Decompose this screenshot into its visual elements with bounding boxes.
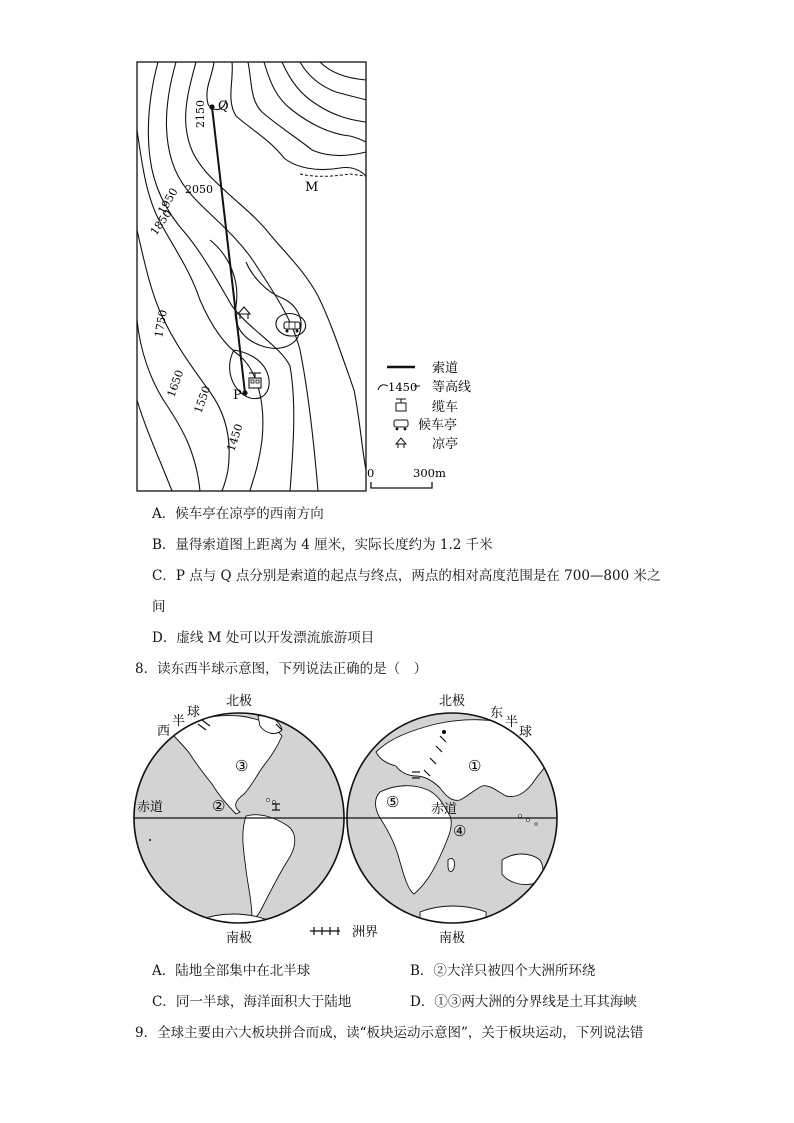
west-equator-label: 赤道 [137, 800, 164, 815]
west-south-pole-label: 南极 [226, 931, 253, 946]
legend-boundary-symbol [310, 927, 340, 935]
q7-option-a: A．候车亭在凉亭的西南方向 [152, 506, 324, 522]
contour-label-1550: 1550 [191, 384, 214, 416]
western-hemisphere [134, 713, 344, 930]
continent-mark-3: ③ [235, 757, 249, 775]
legend-cable-car-icon [396, 399, 406, 411]
scale-length: 300m [413, 466, 446, 480]
q8-option-b: B．②大洋只被四个大洲所环绕 [410, 963, 596, 979]
east-hemisphere-label-1: 东 [490, 706, 504, 721]
question-9: 9．全球主要由六大板块拼合而成，读“板块运动示意图”，关于板块运动，下列说法错 [135, 1025, 644, 1041]
eastern-hemisphere [347, 713, 557, 930]
scale-zero: 0 [367, 466, 375, 480]
map-frame [137, 62, 366, 491]
legend-waiting-pavilion-icon [394, 420, 408, 430]
legend-contour-line [378, 385, 388, 390]
contour-label-2150: 2150 [194, 100, 207, 128]
q8-option-c: C．同一半球，海洋面积大于陆地 [152, 994, 352, 1010]
point-q [209, 104, 214, 109]
legend-waiting-pavilion-label: 候车亭 [418, 418, 458, 433]
antarctica-east [420, 906, 486, 930]
west-hemisphere-label-1: 西 [157, 724, 171, 739]
continent-mark-1: ① [468, 757, 482, 775]
question-8: 8．读东西半球示意图，下列说法正确的是（ ） [135, 661, 428, 677]
ocean-mark-2: ② [212, 797, 226, 815]
legend-contour-value: 1450 [388, 380, 418, 394]
contour-map [0, 0, 794, 500]
legend-cable-car-label: 缆车 [432, 400, 459, 415]
label-p: P [233, 388, 242, 403]
q7-option-c: C．P 点与 Q 点分别是索道的起点与终点，两点的相对高度范围是在 700—800 米之 [152, 568, 661, 584]
east-south-pole-label: 南极 [439, 931, 466, 946]
continent-mark-5: ⑤ [386, 793, 400, 811]
legend-boundary-label: 洲界 [352, 925, 379, 940]
east-hemisphere-label-2: 半 [505, 715, 519, 730]
q7-option-b: B．量得索道图上距离为 4 厘米，实际长度约为 1.2 千米 [152, 537, 493, 553]
east-equator-label: 赤道 [431, 802, 458, 817]
label-q: Q [218, 99, 229, 114]
point-p [242, 390, 247, 395]
legend-pavilion-label: 凉亭 [432, 437, 459, 452]
contour-label-1650: 1650 [164, 368, 187, 400]
legend-pavilion-icon [396, 438, 406, 448]
scale-bar [371, 482, 432, 488]
hemispheres-map [0, 680, 794, 950]
west-north-pole-label: 北极 [226, 694, 253, 709]
madagascar [448, 858, 455, 871]
contour-label-1450: 1450 [224, 422, 246, 453]
q7-option-c-continued: 间 [152, 599, 166, 615]
east-hemisphere-label-3: 球 [519, 725, 533, 740]
legend-cableway-label: 索道 [432, 361, 459, 376]
contour-label-1850: 1850 [147, 207, 175, 238]
legend-contour-label: 等高线 [432, 380, 472, 395]
contour-label-2050: 2050 [185, 183, 213, 196]
east-north-pole-label: 北极 [439, 694, 466, 709]
q8-option-a: A．陆地全部集中在北半球 [152, 963, 311, 979]
contour-label-1750: 1750 [152, 308, 170, 339]
q8-option-d: D．①③两大洲的分界线是土耳其海峡 [410, 994, 637, 1010]
ocean-mark-4: ④ [453, 822, 467, 840]
west-hemisphere-label-3: 球 [187, 705, 201, 720]
west-hemisphere-label-2: 半 [172, 714, 186, 729]
contour-label-1950: 1950 [155, 185, 181, 217]
q7-option-d: D．虚线 M 处可以开发漂流旅游项目 [152, 630, 375, 646]
label-m: M [305, 180, 319, 195]
